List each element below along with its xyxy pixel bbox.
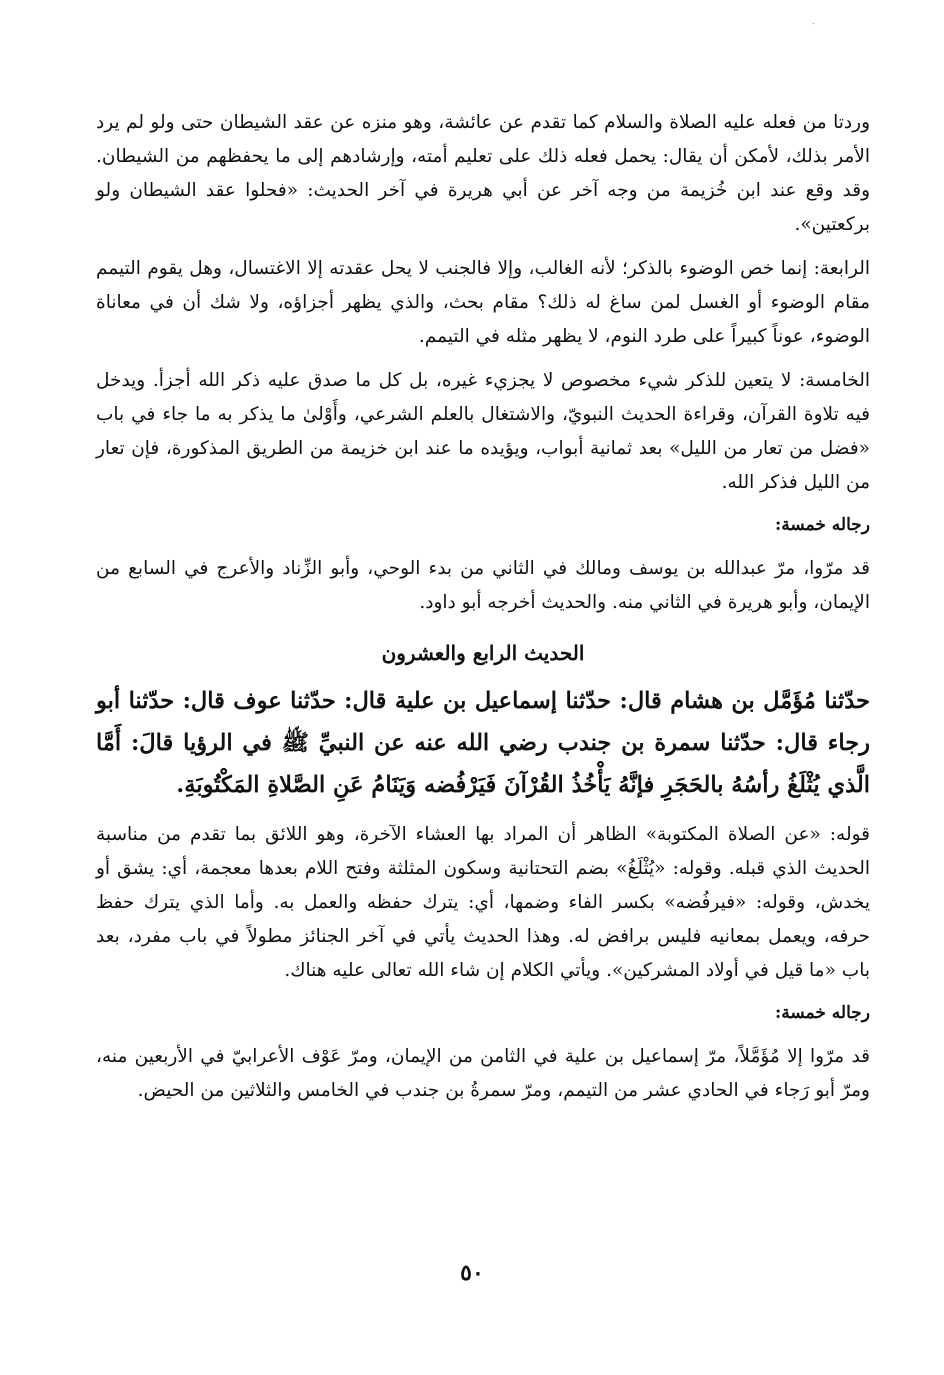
chapter-title: الحديث الرابع والعشرون <box>381 641 585 665</box>
page-body <box>96 106 870 1366</box>
rijal-text-first: قد مرّوا، مرّ عبدالله بن يوسف ومالك في الثاني من بدء الوحي، وأبو الزِّناد والأعرج في السابع من الإيمان، وأبو هريرة في الثاني منه. والحديث أخرجه أبو داود. <box>96 558 870 613</box>
paragraph-fourth-point: الرابعة: إنما خص الوضوء بالذكر؛ لأنه الغالب، وإلا فالجنب لا يحل عقدته إلا الاغتسال، وهل يقوم التيمم مقام الوضوء أو الغسل لمن ساغ له ذلك؟ مقام بحث، والذي يظهر أجزاؤه، ولا شك أن في معاناة الوضوء، عوناً كبيراً على طرد النوم، لا يظهر مثله في التيمم. <box>96 258 870 347</box>
paragraph-fifth-point: الخامسة: لا يتعين للذكر شيء مخصوص لا يجزيء غيره، بل كل ما صدق عليه ذكر الله أجزأ. ويدخل فيه تلاوة القرآن، وقراءة الحديث النبويّ، والاشتغال بالعلم الشرعي، وأَوْلىٰ ما يذكر به ما جاء في باب «فضل من تعار من الليل» بعد ثمانية أبواب، ويؤيده ما عند ابن خزيمة من الطريق المذكورة، فإن تعار من الليل فذكر الله. <box>96 370 870 493</box>
commentary-text: قوله: «عن الصلاة المكتوبة» الظاهر أن المراد بها العشاء الآخرة، وهو اللائق بما تقدم من مناسبة الحديث الذي قبله. وقوله: «يُثْلَغُ» بضم التحتانية وسكون المثلثة وفتح اللام بعدها معجمة، أي: يشق أو يخدش، وقوله: «فيرفُضه» بكسر الفاء وضمها، أي: يترك حفظه والعمل به. وأما الذي يترك حفظ حرفه، ويعمل بمعانيه فليس برافض له. وهذا الحديث يأتي في آخر الجنائز مطولاً في باب مفرد، بعد باب «ما قيل في أولاد المشركين». ويأتي الكلام إن شاء الله تعالى عليه هناك. <box>96 824 870 981</box>
rijal-text-second: قد مرّوا إلا مُؤَمَّلاً، مرّ إسماعيل بن علية في الثامن من الإيمان، ومرّ عَوْف الأعرابيّ في الأربعين منه، ومرّ أبو رَجاء في الحادي عشر من التيمم، ومرّ سمرةُ بن جندب في الخامس والثلاثين من الحيض. <box>96 1046 870 1101</box>
page-number: ٥٠ <box>460 1260 484 1286</box>
paragraph-continuation: وردتا من فعله عليه الصلاة والسلام كما تقدم عن عائشة، وهو منزه عن عقد الشيطان حتى ولو لم يرد الأمر بذلك، لأمكن أن يقال: يحمل فعله ذلك على تعليم أمته، وإرشادهم إلى ما يحفظهم من الشيطان. وقد وقع عند ابن خُزيمة من وجه آخر عن أبي هريرة في آخر الحديث: «فحلوا عقد الشيطان ولو بركعتين». <box>96 112 870 235</box>
scan-speck: ˎ <box>812 14 816 25</box>
rijal-heading-second: رجاله خمسة: <box>774 1003 870 1023</box>
rijal-heading-first: رجاله خمسة: <box>774 515 870 535</box>
hadith-text: حدّثنا مُؤَمَّل بن هشام قال: حدّثنا إسماعيل بن علية قال: حدّثنا عوف قال: حدّثنا أبو رجاء قال: حدّثنا سمرة بن جندب رضي الله عنه عن النبيِّ ﷺ في الرؤيا قالَ: أَمَّا الَّذي يُثْلَغُ رأسُهُ بالحَجَرِ فإنَّهُ يَأْخُذُ القُرْآنَ فَيَرْفُضه وَيَنَامُ عَنِ الصَّلاةِ المَكْتُوبَةِ. <box>96 688 870 798</box>
